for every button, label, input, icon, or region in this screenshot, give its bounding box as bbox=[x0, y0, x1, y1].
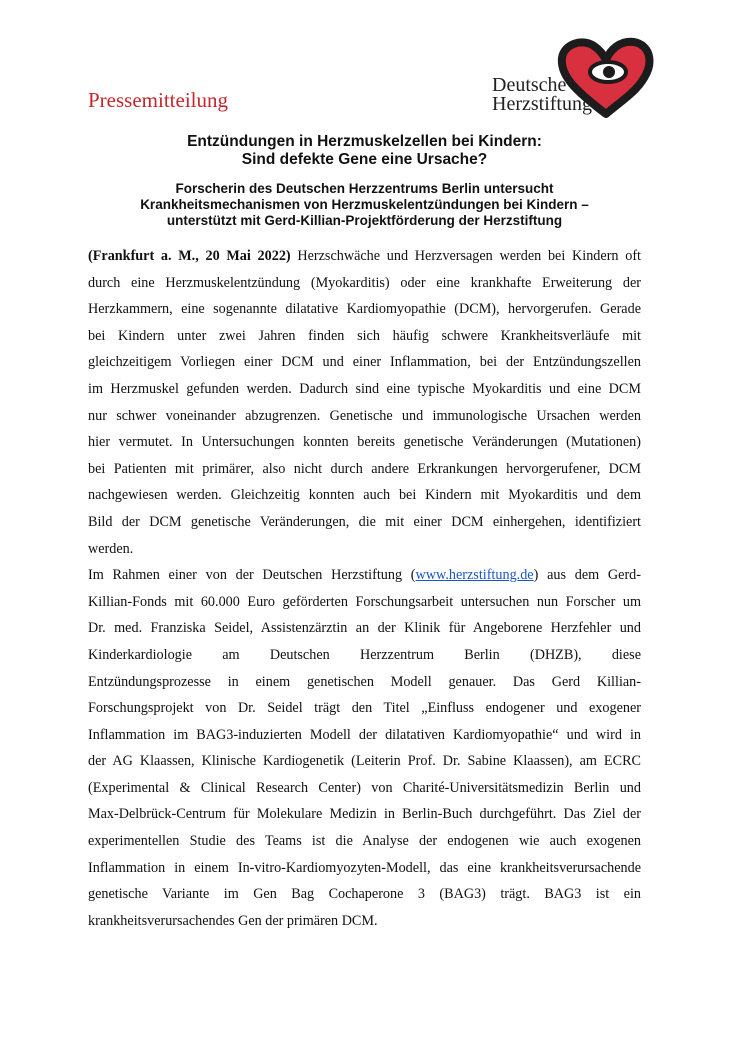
headline bbox=[88, 133, 641, 169]
article-body bbox=[88, 243, 641, 934]
text-line: bei Kindern unter zwei Jahren finden sich häufig schwere Krankheitsverläufe mit bbox=[88, 327, 641, 344]
text-line: Inflammation in einem In-vitro-Kardiomyozyten-Modell, das eine krankheitsverursachende bbox=[88, 859, 641, 876]
text-line bbox=[88, 562, 641, 589]
text-line: Entzündungsprozesse in einem genetischen Modell genauer. Das Gerd Killian- bbox=[88, 673, 641, 690]
text-line: hier vermutet. In Untersuchungen konnten bereits genetische Veränderungen (Mutationen) bbox=[88, 434, 641, 451]
subheadline-line: Krankheitsmechanismen von Herzmuskelentzündungen bei Kindern – bbox=[140, 197, 589, 212]
text-line bbox=[88, 243, 641, 270]
text-line: Inflammation im BAG3-induzierten Modell der dilatativen Kardiomyopathie“ und wird in bbox=[88, 726, 641, 743]
text-line: experimentellen Studie des Teams ist die Analyse der endogenen wie auch exogenen bbox=[88, 833, 641, 850]
text-line: Kinderkardiologie am Deutschen Herzzentrum Berlin (DHZB), diese bbox=[88, 646, 641, 663]
text-line: der AG Klaassen, Klinische Kardiogenetik (Leiterin Prof. Dr. Sabine Klaassen), am ECRC bbox=[88, 753, 641, 770]
subheadline bbox=[88, 181, 641, 229]
subheadline-line: unterstützt mit Gerd-Killian-Projektförderung der Herzstiftung bbox=[166, 213, 563, 228]
subheadline-line: Forscherin des Deutschen Herzzentrums Berlin untersucht bbox=[175, 181, 554, 196]
text-line: durch eine Herzmuskelentzündung (Myokarditis) oder eine krankhafte Erweiterung der bbox=[88, 274, 641, 291]
logo-text-line: Deutsche bbox=[492, 74, 567, 96]
text-line: im Herzmuskel gefunden werden. Dadurch sind eine typische Myokarditis und eine DCM bbox=[88, 380, 641, 397]
logo-text bbox=[492, 76, 592, 114]
text-line: krankheitsverursachendes Gen der primären DCM. bbox=[88, 912, 378, 929]
text-line: gleichzeitigem Vorliegen einer DCM und einer Inflammation, bei der Entzündungszellen bbox=[88, 354, 641, 371]
dateline: (Frankfurt a. M., 20 Mai 2022) bbox=[88, 248, 291, 264]
text-line: nur schwer voneinander abzugrenzen. Genetische und immunologische Ursachen werden bbox=[88, 407, 641, 424]
text-line: Dr. med. Franziska Seidel, Assistenzärztin an der Klinik für Angeborene Herzfehler und bbox=[88, 620, 641, 637]
text-line: bei Patienten mit primärer, also nicht durch andere Erkrankungen hervorgerufener, DCM bbox=[88, 460, 641, 477]
text-line: Max-Delbrück-Centrum für Molekulare Medizin in Berlin-Buch durchgeführt. Das Ziel der bbox=[88, 806, 641, 823]
headline-line: Sind defekte Gene eine Ursache? bbox=[241, 151, 488, 168]
text-line: Forschungsprojekt von Dr. Seidel trägt den Titel „Einfluss endogener und exogener bbox=[88, 700, 641, 717]
press-release-label: Pressemitteilung bbox=[88, 88, 228, 112]
text-span: Im Rahmen einer von der Deutschen Herzstiftung ( bbox=[88, 567, 416, 584]
text-line: Bild der DCM genetische Veränderungen, die mit einer DCM einhergehen, identifiziert bbox=[88, 513, 641, 530]
text-span: Herzschwäche und Herzversagen werden bei Kindern oft bbox=[290, 248, 641, 264]
headline-line: Entzündungen in Herzmuskelzellen bei Kindern: bbox=[187, 133, 542, 150]
paragraph-2 bbox=[88, 562, 641, 934]
paragraph-1 bbox=[88, 243, 641, 562]
text-line: werden. bbox=[88, 540, 134, 557]
herzstiftung-link[interactable]: www.herzstiftung.de bbox=[415, 567, 534, 584]
deutsche-herzstiftung-logo bbox=[488, 36, 660, 118]
logo-text-line: Herzstiftung bbox=[492, 93, 592, 115]
text-line: nachgewiesen werden. Gleichzeitig konnten auch bei Kindern mit Myokarditis und dem bbox=[88, 487, 641, 504]
text-line: genetische Variante im Gen Bag Cochaperone 3 (BAG3) trägt. BAG3 ist ein bbox=[88, 886, 641, 903]
text-span: ) aus dem Gerd- bbox=[533, 567, 641, 584]
text-line: Killian-Fonds mit 60.000 Euro geförderten Forschungsarbeit untersuchen nun Forscher um bbox=[88, 593, 641, 610]
text-line: (Experimental & Clinical Research Center) von Charité-Universitätsmedizin Berlin und bbox=[88, 779, 641, 796]
text-line: Herzkammern, eine sogenannte dilatative Kardiomyopathie (DCM), hervorgerufen. Gerade bbox=[88, 301, 641, 318]
